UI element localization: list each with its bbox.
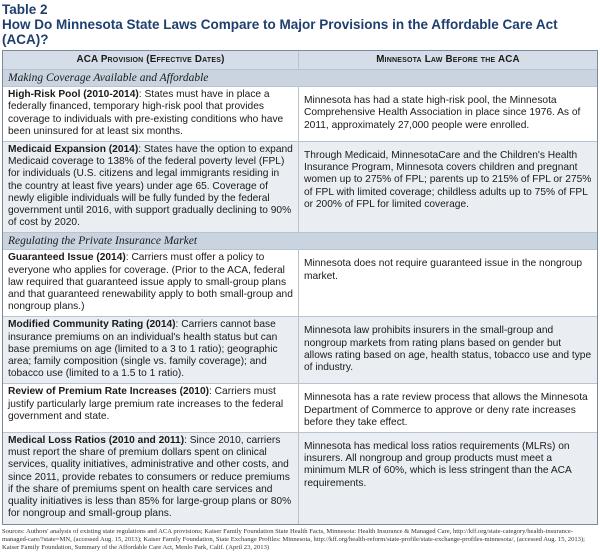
aca-cell [3, 142, 299, 232]
provision-term: Medicaid Expansion (2014) [8, 144, 139, 156]
table-row [3, 86, 597, 141]
table-row [3, 141, 597, 232]
aca-cell [3, 433, 299, 523]
document [2, 2, 598, 552]
provision-term: Guaranteed Issue (2014) [8, 252, 126, 264]
mn-cell: Minnesota law prohibits insurers in the small-group and nongroup markets from rating plans based on gender but allows rating based on age, health status, tobacco use and type of industry. [304, 325, 592, 374]
header-minnesota-law: Minnesota Law Before the ACA [376, 54, 520, 65]
mn-cell: Through Medicaid, MinnesotaCare and the Children's Health Insurance Program, Minnesota covers children and pregnant women up to 275% of FPL; parents up to 215% of FPL or 275% of FPL with limited coverage; childless adults up to 75% of FPL or 200% of FPL for limited coverage. [304, 150, 592, 210]
table-row [3, 316, 597, 383]
provision-term: Medical Loss Ratios (2010 and 2011) [8, 435, 185, 447]
comparison-table [2, 50, 598, 525]
section-regulating: Regulating the Private Insurance Market [3, 232, 597, 249]
table-row [3, 249, 597, 316]
aca-cell [3, 87, 299, 141]
section-coverage: Making Coverage Available and Affordable [3, 69, 597, 86]
provision-text: : Carriers cannot base insurance premiums on an individual's health status but can base premiums on age (limited to a 3 to 1 ratio); geographic area; family composition (single vs. family coverage); and tobacco use (limited to a 1.5 to 1 ratio). [8, 319, 278, 380]
provision-text: : Carriers must offer a policy to everyone who applies for coverage. (Prior to the ACA, federal law required that guaranteed issue apply to small-group plans and that guaranteed renewability apply to both small-group and nongroup plans.) [8, 252, 293, 313]
provision-term: High-Risk Pool (2010-2014) [8, 89, 139, 101]
provision-text: : States have the option to expand Medicaid coverage to 138% of the federal poverty level (FPL) for individuals (U.S. citizens and legal immigrants residing in the country at least five years) under age 65. Coverage of newly eligible individuals will be fully funded by the federal government until 2016, with support gradually declining to 90% of cost by 2020. [8, 144, 293, 229]
sources-note: Sources: Authors' analysis of existing state regulations and ACA provisions; Kaiser Family Foundation State Health Facts, Minnesota: Health Insurance & Managed Care, http://kff.org/state-category/health-insurance-managed-care/?state=MN, (accessed Aug. 15, 2013); Kaiser Family Foundation, State Exchange Profiles: Minnesota, http://kff.org/health-reform/state-profile/state-exchange-profiles-minnesota/, (accessed Aug. 15, 2013); Kaiser Family Foundation, Summary of the Affordable Care Act, Menlo Park, Calif. (April 23, 2013) [2, 527, 586, 551]
table-row [3, 383, 597, 432]
header-aca-provision: ACA Provision (Effective Dates) [3, 51, 299, 69]
provision-text: : States must have in place a federally financed, temporary high-risk pool that provides coverage to individuals with pre-existing conditions who have been uninsured for at least six months. [8, 89, 284, 137]
aca-cell [3, 384, 299, 432]
mn-cell: Minnesota has a rate review process that allows the Minnesota Department of Commerce to approve or deny rate increases before they take effect. [304, 392, 588, 428]
mn-cell: Minnesota has medical loss ratios requirements (MLRs) on insurers. All nongroup and group products must meet a minimum MLR of 60%, which is less stringent than the ACA requirements. [304, 441, 572, 489]
provision-text: : Since 2010, carriers must report the share of premium dollars spent on clinical services, quality initiatives, administrative and other costs, and since 2011, provide rebates to consumers or reduce premiums if the share of premiums spent on health care services and quality initiatives is less than 85% for large-group plans or 80% for nongroup and small-group plans. [8, 435, 292, 520]
table-title: How Do Minnesota State Laws Compare to Major Provisions in the Affordable Care Act (ACA)? [2, 17, 558, 47]
table-row [3, 432, 597, 523]
provision-term: Review of Premium Rate Increases (2010) [8, 386, 210, 398]
provision-term: Modified Community Rating (2014) [8, 319, 176, 331]
mn-cell: Minnesota does not require guaranteed issue in the nongroup market. [304, 258, 583, 282]
mn-cell: Minnesota has had a state high-risk pool, the Minnesota Comprehensive Health Association in place since 1976. As of 2011, approximately 27,000 people were enrolled. [304, 95, 581, 131]
table-label: Table 2 [2, 2, 48, 17]
table-header-row [3, 51, 597, 69]
provision-text: : Carriers must justify particularly large premium rate increases to the federal government and state. [8, 386, 284, 422]
aca-cell [3, 317, 299, 383]
aca-cell [3, 250, 299, 316]
